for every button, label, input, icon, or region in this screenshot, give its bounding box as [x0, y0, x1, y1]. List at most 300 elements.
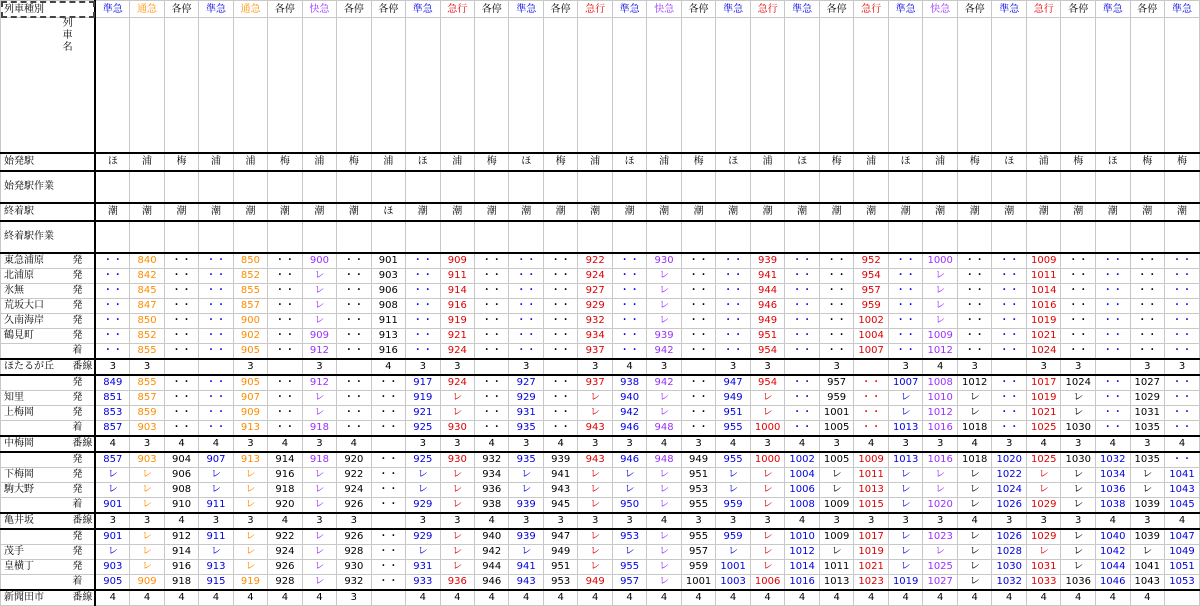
time-cell[interactable]: ・・: [337, 268, 371, 283]
time-cell[interactable]: ・・: [785, 405, 820, 420]
time-cell[interactable]: 857: [95, 420, 129, 436]
time-cell[interactable]: 1030: [1061, 452, 1096, 468]
time-cell[interactable]: 959: [716, 529, 751, 545]
time-cell[interactable]: レ: [647, 559, 681, 574]
dest-cell[interactable]: ほ: [371, 203, 405, 221]
time-cell[interactable]: 950: [612, 497, 646, 513]
train-type-cell[interactable]: 通急: [233, 1, 267, 18]
time-cell[interactable]: ・・: [337, 420, 371, 436]
time-cell[interactable]: レ: [130, 497, 164, 513]
time-cell[interactable]: 1030: [992, 559, 1027, 574]
time-cell[interactable]: レ: [923, 283, 958, 298]
time-cell[interactable]: 1032: [1096, 452, 1131, 468]
origin-cell[interactable]: 梅: [1061, 153, 1096, 171]
time-cell[interactable]: 901: [371, 253, 405, 269]
time-cell[interactable]: 855: [130, 375, 164, 391]
time-cell[interactable]: レ: [440, 559, 474, 574]
time-cell[interactable]: ・・: [199, 343, 233, 359]
origin-work-cell[interactable]: [612, 171, 646, 203]
time-cell[interactable]: 909: [233, 405, 267, 420]
time-cell[interactable]: ・・: [1165, 328, 1200, 343]
time-cell[interactable]: 3: [130, 513, 164, 529]
dest-cell[interactable]: 潮: [440, 203, 474, 221]
time-cell[interactable]: 953: [543, 574, 577, 590]
dest-work-cell[interactable]: [923, 221, 958, 253]
time-cell[interactable]: ・・: [888, 283, 923, 298]
time-cell[interactable]: 1029: [1130, 390, 1165, 405]
time-cell[interactable]: 919: [233, 574, 267, 590]
time-cell[interactable]: 1013: [819, 574, 854, 590]
time-cell[interactable]: 1013: [888, 452, 923, 468]
time-cell[interactable]: 4: [406, 590, 440, 606]
origin-cell[interactable]: ほ: [992, 153, 1027, 171]
time-cell[interactable]: 3: [95, 359, 129, 375]
train-type-cell[interactable]: 各停: [957, 1, 992, 18]
time-cell[interactable]: [371, 436, 405, 452]
time-cell[interactable]: ・・: [164, 298, 198, 313]
time-cell[interactable]: 946: [475, 574, 509, 590]
time-cell[interactable]: 1001: [819, 405, 854, 420]
time-cell[interactable]: 3: [957, 359, 992, 375]
time-cell[interactable]: ・・: [992, 405, 1027, 420]
time-cell[interactable]: 938: [475, 497, 509, 513]
time-cell[interactable]: 3: [612, 513, 646, 529]
time-cell[interactable]: レ: [406, 467, 440, 482]
time-cell[interactable]: ・・: [337, 298, 371, 313]
time-cell[interactable]: 3: [440, 436, 474, 452]
time-cell[interactable]: 932: [578, 313, 612, 328]
time-cell[interactable]: ・・: [475, 375, 509, 391]
time-cell[interactable]: レ: [130, 544, 164, 559]
dest-cell[interactable]: 潮: [233, 203, 267, 221]
origin-cell[interactable]: 梅: [164, 153, 198, 171]
time-cell[interactable]: レ: [233, 482, 267, 497]
origin-work-cell[interactable]: [268, 171, 302, 203]
time-cell[interactable]: ・・: [1165, 405, 1200, 420]
time-cell[interactable]: 911: [199, 497, 233, 513]
time-cell[interactable]: [543, 359, 577, 375]
time-cell[interactable]: 4: [130, 590, 164, 606]
time-cell[interactable]: ・・: [716, 298, 751, 313]
time-cell[interactable]: 908: [164, 482, 198, 497]
time-cell[interactable]: 1023: [923, 529, 958, 545]
time-cell[interactable]: ・・: [1061, 328, 1096, 343]
time-cell[interactable]: 940: [612, 390, 646, 405]
time-cell[interactable]: 1049: [1165, 544, 1200, 559]
time-cell[interactable]: 918: [302, 420, 336, 436]
train-type-cell[interactable]: 各停: [371, 1, 405, 18]
time-cell[interactable]: ・・: [716, 268, 751, 283]
time-cell[interactable]: ・・: [785, 420, 820, 436]
time-cell[interactable]: 1011: [854, 467, 889, 482]
time-cell[interactable]: レ: [819, 544, 854, 559]
time-cell[interactable]: レ: [647, 482, 681, 497]
time-cell[interactable]: ・・: [371, 467, 405, 482]
time-cell[interactable]: 4: [1061, 590, 1096, 606]
time-cell[interactable]: 1016: [923, 420, 958, 436]
time-cell[interactable]: レ: [199, 467, 233, 482]
time-cell[interactable]: レ: [750, 559, 785, 574]
time-cell[interactable]: 959: [716, 497, 751, 513]
time-cell[interactable]: 951: [543, 559, 577, 574]
time-cell[interactable]: 4: [957, 513, 992, 529]
origin-cell[interactable]: ほ: [406, 153, 440, 171]
dest-work-cell[interactable]: [371, 221, 405, 253]
time-cell[interactable]: ・・: [406, 253, 440, 269]
time-cell[interactable]: ・・: [268, 420, 302, 436]
time-cell[interactable]: 1041: [1165, 467, 1200, 482]
dest-cell[interactable]: 潮: [1096, 203, 1131, 221]
time-cell[interactable]: 913: [371, 328, 405, 343]
time-cell[interactable]: 1039: [1130, 529, 1165, 545]
time-cell[interactable]: 916: [268, 467, 302, 482]
time-cell[interactable]: ・・: [1130, 313, 1165, 328]
train-type-cell[interactable]: 急行: [750, 1, 785, 18]
time-cell[interactable]: ・・: [543, 420, 577, 436]
time-cell[interactable]: 916: [440, 298, 474, 313]
time-cell[interactable]: 936: [440, 574, 474, 590]
dest-work-cell[interactable]: [1061, 221, 1096, 253]
dest-cell[interactable]: 潮: [543, 203, 577, 221]
origin-work-cell[interactable]: [95, 171, 129, 203]
time-cell[interactable]: ・・: [992, 328, 1027, 343]
time-cell[interactable]: 955: [681, 497, 716, 513]
time-cell[interactable]: ・・: [337, 253, 371, 269]
time-cell[interactable]: ・・: [1096, 253, 1131, 269]
time-cell[interactable]: 4: [957, 590, 992, 606]
dest-work-cell[interactable]: [1026, 221, 1061, 253]
time-cell[interactable]: 4: [854, 436, 889, 452]
time-cell[interactable]: レ: [888, 482, 923, 497]
time-cell[interactable]: 3: [406, 359, 440, 375]
time-cell[interactable]: 4: [716, 436, 751, 452]
time-cell[interactable]: 855: [130, 343, 164, 359]
dest-work-cell[interactable]: [578, 221, 612, 253]
time-cell[interactable]: レ: [130, 559, 164, 574]
time-cell[interactable]: 949: [716, 390, 751, 405]
time-cell[interactable]: 4: [750, 590, 785, 606]
time-cell[interactable]: ・・: [164, 375, 198, 391]
time-cell[interactable]: 903: [95, 559, 129, 574]
time-cell[interactable]: ・・: [1165, 420, 1200, 436]
origin-cell[interactable]: 浦: [750, 153, 785, 171]
time-cell[interactable]: ・・: [785, 283, 820, 298]
time-cell[interactable]: 912: [164, 529, 198, 545]
time-cell[interactable]: 951: [716, 405, 751, 420]
train-type-cell[interactable]: 準急: [785, 1, 820, 18]
time-cell[interactable]: レ: [95, 544, 129, 559]
time-cell[interactable]: ・・: [475, 298, 509, 313]
time-cell[interactable]: レ: [302, 482, 336, 497]
train-name-cell[interactable]: [854, 18, 889, 153]
train-type-cell[interactable]: 快急: [923, 1, 958, 18]
time-cell[interactable]: 959: [819, 390, 854, 405]
time-cell[interactable]: レ: [302, 529, 336, 545]
time-cell[interactable]: ・・: [957, 283, 992, 298]
time-cell[interactable]: レ: [302, 467, 336, 482]
time-cell[interactable]: 1006: [785, 482, 820, 497]
dest-work-cell[interactable]: [716, 221, 751, 253]
time-cell[interactable]: 1043: [1130, 574, 1165, 590]
time-cell[interactable]: ・・: [371, 497, 405, 513]
time-cell[interactable]: 903: [371, 268, 405, 283]
time-cell[interactable]: 4: [475, 513, 509, 529]
time-cell[interactable]: 4: [1130, 590, 1165, 606]
time-cell[interactable]: 3: [888, 359, 923, 375]
time-cell[interactable]: レ: [923, 482, 958, 497]
train-name-cell[interactable]: [1165, 18, 1200, 153]
time-cell[interactable]: ・・: [268, 328, 302, 343]
origin-cell[interactable]: 浦: [440, 153, 474, 171]
origin-cell[interactable]: ほ: [509, 153, 543, 171]
time-cell[interactable]: 939: [543, 452, 577, 468]
time-cell[interactable]: ・・: [199, 420, 233, 436]
time-cell[interactable]: レ: [647, 574, 681, 590]
time-cell[interactable]: ・・: [543, 268, 577, 283]
train-name-cell[interactable]: [268, 18, 302, 153]
time-cell[interactable]: ・・: [992, 420, 1027, 436]
time-cell[interactable]: ・・: [785, 298, 820, 313]
time-cell[interactable]: 1016: [923, 452, 958, 468]
time-cell[interactable]: 926: [337, 497, 371, 513]
time-cell[interactable]: レ: [302, 268, 336, 283]
time-cell[interactable]: レ: [647, 313, 681, 328]
time-cell[interactable]: 929: [406, 529, 440, 545]
origin-cell[interactable]: 浦: [233, 153, 267, 171]
time-cell[interactable]: 4: [612, 590, 646, 606]
origin-cell[interactable]: 梅: [337, 153, 371, 171]
time-cell[interactable]: ・・: [612, 268, 646, 283]
time-cell[interactable]: 918: [268, 482, 302, 497]
time-cell[interactable]: 1053: [1165, 574, 1200, 590]
time-cell[interactable]: ・・: [475, 405, 509, 420]
time-cell[interactable]: 949: [578, 574, 612, 590]
time-cell[interactable]: 4: [785, 436, 820, 452]
time-cell[interactable]: レ: [716, 467, 751, 482]
time-cell[interactable]: ・・: [371, 482, 405, 497]
time-cell[interactable]: 3: [1130, 513, 1165, 529]
time-cell[interactable]: レ: [578, 559, 612, 574]
time-cell[interactable]: ・・: [681, 328, 716, 343]
time-cell[interactable]: 1027: [1130, 375, 1165, 391]
train-name-cell[interactable]: [750, 18, 785, 153]
time-cell[interactable]: 1036: [1096, 482, 1131, 497]
dest-work-cell[interactable]: [302, 221, 336, 253]
time-cell[interactable]: 1024: [1026, 343, 1061, 359]
time-cell[interactable]: 910: [164, 497, 198, 513]
time-cell[interactable]: 3: [888, 436, 923, 452]
time-cell[interactable]: 1025: [1026, 452, 1061, 468]
time-cell[interactable]: レ: [647, 390, 681, 405]
time-cell[interactable]: 1032: [992, 574, 1027, 590]
time-cell[interactable]: 1004: [854, 328, 889, 343]
dest-work-cell[interactable]: [337, 221, 371, 253]
time-cell[interactable]: ・・: [992, 343, 1027, 359]
train-type-cell[interactable]: 各停: [268, 1, 302, 18]
dest-cell[interactable]: 潮: [750, 203, 785, 221]
time-cell[interactable]: 4: [543, 590, 577, 606]
origin-work-cell[interactable]: [543, 171, 577, 203]
time-cell[interactable]: 1047: [1165, 529, 1200, 545]
train-name-cell[interactable]: [371, 18, 405, 153]
origin-cell[interactable]: ほ: [612, 153, 646, 171]
time-cell[interactable]: レ: [612, 544, 646, 559]
time-cell[interactable]: 3: [302, 436, 336, 452]
origin-work-cell[interactable]: [750, 171, 785, 203]
time-cell[interactable]: 1014: [785, 559, 820, 574]
train-name-cell[interactable]: [337, 18, 371, 153]
time-cell[interactable]: レ: [302, 390, 336, 405]
time-cell[interactable]: ・・: [1096, 313, 1131, 328]
origin-cell[interactable]: 梅: [1165, 153, 1200, 171]
train-type-cell[interactable]: 準急: [95, 1, 129, 18]
origin-cell[interactable]: ほ: [785, 153, 820, 171]
time-cell[interactable]: 3: [819, 359, 854, 375]
train-type-cell[interactable]: 通急: [130, 1, 164, 18]
train-name-cell[interactable]: [1026, 18, 1061, 153]
time-cell[interactable]: ・・: [199, 298, 233, 313]
time-cell[interactable]: 3: [509, 436, 543, 452]
time-cell[interactable]: レ: [647, 298, 681, 313]
time-cell[interactable]: 1012: [923, 343, 958, 359]
time-cell[interactable]: 1001: [681, 574, 716, 590]
time-cell[interactable]: 1035: [1130, 420, 1165, 436]
origin-work-cell[interactable]: [1096, 171, 1131, 203]
time-cell[interactable]: 933: [406, 574, 440, 590]
time-cell[interactable]: 946: [612, 420, 646, 436]
time-cell[interactable]: ・・: [716, 328, 751, 343]
dest-work-cell[interactable]: [819, 221, 854, 253]
time-cell[interactable]: 1014: [1026, 283, 1061, 298]
time-cell[interactable]: 1029: [1026, 529, 1061, 545]
time-cell[interactable]: 4: [785, 590, 820, 606]
time-cell[interactable]: ・・: [819, 298, 854, 313]
time-cell[interactable]: レ: [957, 405, 992, 420]
time-cell[interactable]: ・・: [543, 283, 577, 298]
origin-work-cell[interactable]: [475, 171, 509, 203]
time-cell[interactable]: 1001: [716, 559, 751, 574]
time-cell[interactable]: 1020: [992, 452, 1027, 468]
time-cell[interactable]: ・・: [681, 313, 716, 328]
time-cell[interactable]: 3: [923, 436, 958, 452]
time-cell[interactable]: 925: [406, 452, 440, 468]
time-cell[interactable]: ・・: [681, 405, 716, 420]
time-cell[interactable]: ・・: [371, 529, 405, 545]
dest-work-cell[interactable]: [1165, 221, 1200, 253]
time-cell[interactable]: 4: [992, 590, 1027, 606]
dest-cell[interactable]: 潮: [992, 203, 1027, 221]
train-type-cell[interactable]: 準急: [888, 1, 923, 18]
time-cell[interactable]: 1018: [957, 420, 992, 436]
time-cell[interactable]: レ: [233, 544, 267, 559]
train-name-cell[interactable]: [647, 18, 681, 153]
origin-cell[interactable]: 浦: [130, 153, 164, 171]
time-cell[interactable]: 1039: [1130, 497, 1165, 513]
time-cell[interactable]: 1009: [854, 452, 889, 468]
time-cell[interactable]: レ: [199, 544, 233, 559]
origin-cell[interactable]: ほ: [888, 153, 923, 171]
time-cell[interactable]: 3: [337, 590, 371, 606]
time-cell[interactable]: 840: [130, 253, 164, 269]
time-cell[interactable]: ・・: [95, 313, 129, 328]
time-cell[interactable]: 943: [543, 482, 577, 497]
time-cell[interactable]: 4: [923, 359, 958, 375]
time-cell[interactable]: ・・: [785, 375, 820, 391]
origin-cell[interactable]: ほ: [1096, 153, 1131, 171]
time-cell[interactable]: ・・: [612, 298, 646, 313]
time-cell[interactable]: ・・: [888, 328, 923, 343]
time-cell[interactable]: ・・: [371, 559, 405, 574]
time-cell[interactable]: ・・: [406, 268, 440, 283]
time-cell[interactable]: レ: [302, 298, 336, 313]
train-name-cell[interactable]: [543, 18, 577, 153]
origin-work-cell[interactable]: [785, 171, 820, 203]
time-cell[interactable]: ・・: [1096, 405, 1131, 420]
train-type-cell[interactable]: 準急: [406, 1, 440, 18]
time-cell[interactable]: レ: [440, 497, 474, 513]
time-cell[interactable]: ・・: [992, 313, 1027, 328]
dest-work-cell[interactable]: [543, 221, 577, 253]
time-cell[interactable]: 1024: [1061, 375, 1096, 391]
time-cell[interactable]: 1000: [923, 253, 958, 269]
time-cell[interactable]: ・・: [785, 328, 820, 343]
time-cell[interactable]: ・・: [1061, 283, 1096, 298]
time-cell[interactable]: レ: [957, 529, 992, 545]
time-cell[interactable]: 4: [1026, 590, 1061, 606]
time-cell[interactable]: 857: [130, 390, 164, 405]
time-cell[interactable]: 901: [95, 497, 129, 513]
dest-work-cell[interactable]: [406, 221, 440, 253]
time-cell[interactable]: 928: [268, 574, 302, 590]
time-cell[interactable]: ・・: [992, 375, 1027, 391]
time-cell[interactable]: 955: [612, 559, 646, 574]
time-cell[interactable]: 857: [95, 452, 129, 468]
time-cell[interactable]: 913: [233, 420, 267, 436]
time-cell[interactable]: [268, 359, 302, 375]
time-cell[interactable]: ・・: [543, 405, 577, 420]
time-cell[interactable]: 907: [199, 452, 233, 468]
origin-cell[interactable]: 梅: [475, 153, 509, 171]
train-type-cell[interactable]: 準急: [716, 1, 751, 18]
dest-cell[interactable]: 潮: [1061, 203, 1096, 221]
time-cell[interactable]: ・・: [475, 420, 509, 436]
time-cell[interactable]: 1022: [992, 467, 1027, 482]
origin-work-cell[interactable]: [164, 171, 198, 203]
time-cell[interactable]: ・・: [509, 328, 543, 343]
time-cell[interactable]: ・・: [785, 343, 820, 359]
time-cell[interactable]: レ: [612, 467, 646, 482]
dest-work-cell[interactable]: [199, 221, 233, 253]
time-cell[interactable]: 921: [406, 405, 440, 420]
time-cell[interactable]: 949: [750, 313, 785, 328]
time-cell[interactable]: 3: [199, 513, 233, 529]
time-cell[interactable]: レ: [1061, 482, 1096, 497]
time-cell[interactable]: 3: [302, 513, 336, 529]
time-cell[interactable]: 1019: [888, 574, 923, 590]
train-name-cell[interactable]: [819, 18, 854, 153]
time-cell[interactable]: ・・: [509, 283, 543, 298]
time-cell[interactable]: ・・: [888, 343, 923, 359]
time-cell[interactable]: 918: [164, 574, 198, 590]
time-cell[interactable]: ・・: [543, 298, 577, 313]
dest-cell[interactable]: 潮: [164, 203, 198, 221]
time-cell[interactable]: ・・: [95, 298, 129, 313]
time-cell[interactable]: レ: [1061, 559, 1096, 574]
time-cell[interactable]: レ: [750, 544, 785, 559]
time-cell[interactable]: レ: [233, 559, 267, 574]
time-cell[interactable]: 949: [543, 544, 577, 559]
time-cell[interactable]: 943: [578, 452, 612, 468]
